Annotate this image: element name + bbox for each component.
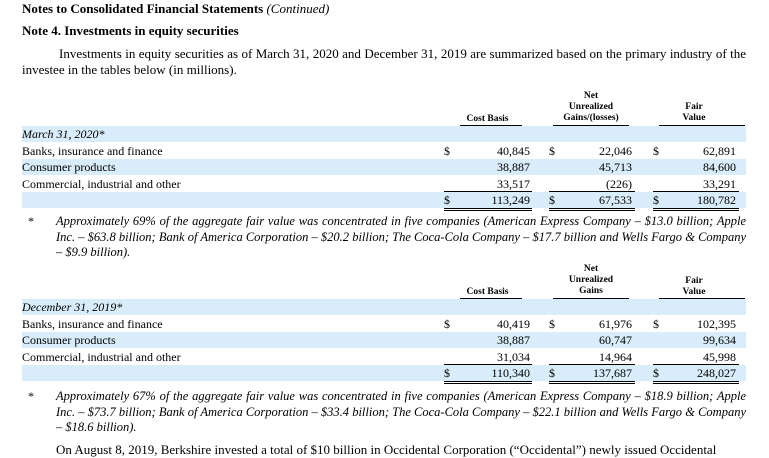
total-double-rule (444, 383, 532, 384)
intro-paragraph (22, 46, 746, 78)
subtotal-rule (444, 191, 532, 192)
dollar-sign: $ (444, 193, 450, 207)
total-double-rule (653, 208, 739, 209)
net-value: 22,046 (599, 144, 632, 158)
cost-value: 40,845 (497, 144, 530, 158)
dollar-sign: $ (549, 366, 555, 380)
col-header-cost: Cost Basis (466, 287, 509, 297)
net-total: 67,533 (599, 193, 632, 207)
fair-value: 99,634 (703, 333, 736, 347)
net-value: 60,747 (599, 333, 632, 347)
total-double-rule (549, 208, 635, 209)
total-double-rule (653, 381, 739, 382)
net-value: (226) (606, 177, 632, 191)
subtotal-rule (549, 191, 635, 192)
dollar-sign: $ (444, 317, 450, 331)
net-value: 61,976 (599, 317, 632, 331)
row-shade (22, 192, 746, 208)
page-header (22, 1, 329, 17)
total-double-rule (444, 381, 532, 382)
footnote-text: Approximately 67% of the aggregate fair value was concentrated in five companies (American Express Company – $18.9 billion; Apple Inc. – $73.7 billion; Bank of America Corporation – $33.4 billion; The Coca-Cola Company – $22.1 billion and Wells Fargo & Company – $18.6 billion). (56, 389, 746, 434)
row-shade (22, 126, 746, 142)
dollar-sign: $ (549, 144, 555, 158)
section-label: December 31, 2019* (22, 300, 123, 314)
cost-value: 38,887 (497, 160, 530, 174)
row-shade (22, 299, 746, 315)
row-label: Banks, insurance and finance (22, 317, 163, 331)
subtotal-rule (444, 364, 532, 365)
row-label: Banks, insurance and finance (22, 144, 163, 158)
total-double-rule (653, 210, 739, 211)
fair-value: 62,891 (703, 144, 736, 158)
subtotal-rule (653, 191, 739, 192)
subtotal-rule (549, 364, 635, 365)
dollar-sign: $ (549, 193, 555, 207)
total-double-rule (549, 210, 635, 211)
intro-text: Investments in equity securities as of March 31, 2020 and December 31, 2019 are summarized based on the primary industry of the investee in the tables below (in millions). (22, 46, 746, 77)
net-total: 137,687 (593, 366, 632, 380)
total-double-rule (653, 383, 739, 384)
total-double-rule (444, 210, 532, 211)
subtotal-rule (653, 364, 739, 365)
footnote-text: Approximately 69% of the aggregate fair value was concentrated in five companies (American Express Company – $13.0 billion; Apple Inc. – $63.8 billion; Bank of America Corporation – $20.2 billion; The Coca-Cola Company – $17.7 billion and Wells Fargo & Company – $9.9 billion). (56, 214, 746, 259)
row-shade (22, 159, 746, 175)
net-value: 14,964 (599, 350, 632, 364)
col-header-net: Net Unrealized Gains (568, 264, 614, 296)
fair-value: 33,291 (703, 177, 736, 191)
note-title: Note 4. Investments in equity securities (22, 23, 239, 38)
dollar-sign: $ (444, 366, 450, 380)
total-double-rule (549, 383, 635, 384)
dollar-sign: $ (653, 193, 659, 207)
header-title: Notes to Consolidated Financial Statements (22, 1, 264, 16)
col-header-cost: Cost Basis (466, 114, 509, 124)
dollar-sign: $ (444, 144, 450, 158)
dollar-sign: $ (653, 317, 659, 331)
row-label: Commercial, industrial and other (22, 177, 181, 191)
total-double-rule (444, 208, 532, 209)
dollar-sign: $ (549, 317, 555, 331)
dollar-sign: $ (653, 366, 659, 380)
header-title-suffix: (Continued) (266, 1, 330, 16)
cost-total: 110,340 (491, 366, 530, 380)
col-header-fair: Fair Value (682, 102, 706, 123)
fair-value: 45,998 (703, 350, 736, 364)
fair-total: 248,027 (697, 366, 736, 380)
cost-value: 40,419 (497, 317, 530, 331)
col-header-net: Net Unrealized Gains/(losses) (563, 91, 619, 123)
fair-total: 180,782 (697, 193, 736, 207)
fair-value: 102,395 (697, 317, 736, 331)
col-header-fair: Fair Value (682, 276, 706, 297)
row-shade (22, 365, 746, 381)
row-label: Consumer products (22, 333, 116, 347)
footnote-marker: * (28, 214, 34, 228)
row-shade (22, 332, 746, 348)
dollar-sign: $ (653, 144, 659, 158)
cost-value: 38,887 (497, 333, 530, 347)
cost-total: 113,249 (491, 193, 530, 207)
continued-paragraph: On August 8, 2019, Berkshire invested a total of $10 billion in Occidental Corporation (“Occidental”) newly issued Occidental (56, 442, 717, 457)
cost-value: 31,034 (497, 350, 530, 364)
cost-value: 33,517 (497, 177, 530, 191)
fair-value: 84,600 (703, 160, 736, 174)
row-label: Consumer products (22, 160, 116, 174)
row-label: Commercial, industrial and other (22, 350, 181, 364)
footnote-marker: * (28, 389, 34, 403)
section-label: March 31, 2020* (22, 127, 105, 141)
net-value: 45,713 (599, 160, 632, 174)
total-double-rule (549, 381, 635, 382)
